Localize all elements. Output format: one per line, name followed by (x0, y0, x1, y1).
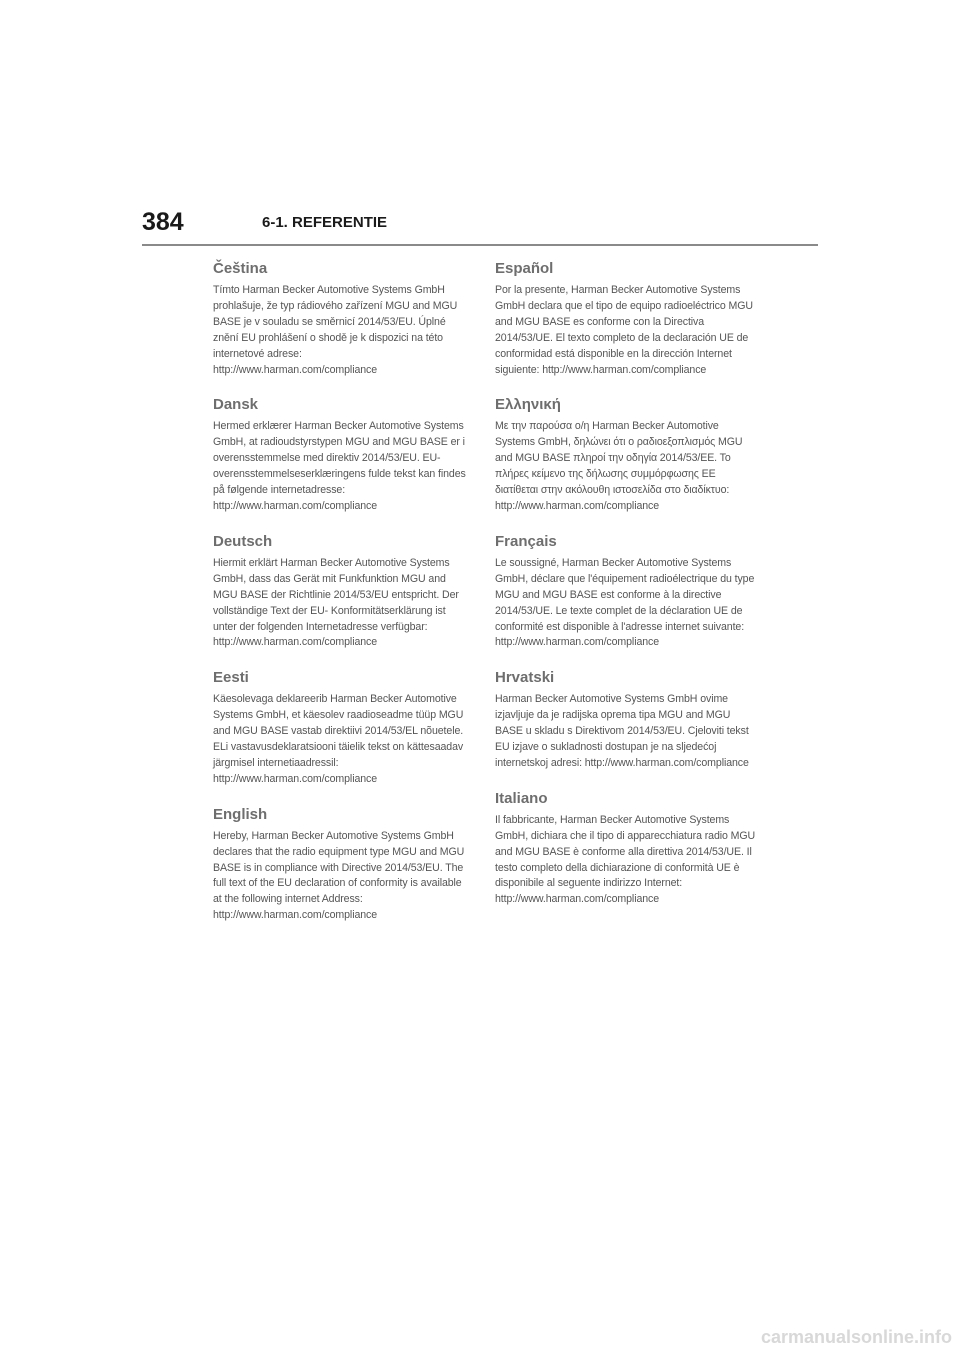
section-dansk (213, 394, 467, 514)
section-heading: Español (495, 260, 554, 277)
section-heading: Eesti (213, 669, 249, 687)
section-body: Por la presente, Harman Becker Automotive Systems GmbH declara que el tipo de equipo radioeléctrico MGU and MGU BASE es conforme con la Directiva 2014/53/UE. El texto completo de la declaración UE de conformidad está disponible en la dirección Internet siguiente: http://www.harman.com/compliance (495, 284, 753, 376)
section-body: Le soussigné, Harman Becker Automotive Systems GmbH, déclare que l'équipement radioélectrique du type MGU and MGU BASE est conforme à la directive 2014/53/UE. Le texte complet de la déclaration UE de conformité est disponible à l'adresse internet suivante: http://www.harman.com/compliance (495, 556, 755, 649)
section-heading: English (213, 805, 268, 823)
section-body: Käesolevaga deklareerib Harman Becker Automotive Systems GmbH, et käesolev raadioseadme tüüp MGU and MGU BASE vastab direktiivi 2014/53/EL nõuetele. ELi vastavusdeklaratsiooni täielik tekst on kättesaadav järgmisel internetiaadressil: http://www.harman.com/compliance (213, 693, 464, 785)
site-watermark: carmanualsonline.info (760, 1327, 952, 1347)
chapter-title: 6-1. REFERENTIE (262, 214, 388, 231)
section-eesti (213, 667, 467, 787)
section-heading: Français (495, 532, 557, 550)
section-body: Harman Becker Automotive Systems GmbH ovime izjavljuje da je radijska oprema tipa MGU and MGU BASE u skladu s Direktivom 2014/53/EU. Cjeloviti tekst EU izjave o sukladnosti dostupan je na sljedećoj internetskoj adresi: http://www.harman.com/compliance (495, 693, 749, 769)
header-divider (142, 244, 818, 246)
section-heading: Italiano (495, 789, 548, 807)
section-english (213, 804, 467, 924)
section-ellinika (495, 394, 757, 514)
page-number: 384 (142, 208, 184, 236)
section-francais (495, 531, 757, 651)
section-espanol (495, 258, 757, 378)
section-body: Hereby, Harman Becker Automotive Systems GmbH declares that the radio equipment type MGU and MGU BASE is in compliance with Directive 2014/53/EU. The full text of the EU declaration of conformity is available at the following internet Address: http://www.harman.com/compliance (213, 829, 465, 922)
page-header (142, 208, 818, 248)
right-column (495, 258, 757, 924)
left-column (213, 258, 467, 940)
section-body: Hiermit erklärt Harman Becker Automotive Systems GmbH, dass das Gerät mit Funkfunktion MGU and MGU BASE der Richtlinie 2014/53/EU entspricht. Der vollständige Text der EU- Konformitätserklärung ist unter der folgenden Internetadresse verfügbar: http://www.harman.com/compliance (213, 556, 459, 649)
section-body: Με την παρούσα ο/η Harman Becker Automotive Systems GmbH, δηλώνει ότι ο ραδιοεξοπλισμός MGU and MGU BASE πληροί την οδηγία 2014/53/ΕΕ. Το πλήρες κείμενο της δήλωσης συμμόρφωσης ΕΕ διατίθεται στην ακόλουθη ιστοσελίδα στο διαδίκτυο: http://www.harman.com/compliance (495, 420, 743, 512)
section-heading: Hrvatski (495, 669, 555, 687)
section-body: Hermed erklærer Harman Becker Automotive Systems GmbH, at radioudstyrstypen MGU and MGU BASE er i overensstemmelse med direktiv 2014/53/EU. EU- overensstemmelseserklæringens fulde tekst kan findes på følgende internetadresse: http://www.harman.com/compliance (213, 420, 466, 512)
section-cestina (213, 258, 467, 378)
section-heading: Dansk (213, 396, 259, 414)
section-heading: Ελληνική (495, 396, 561, 414)
section-deutsch (213, 531, 467, 651)
section-hrvatski (495, 667, 757, 772)
section-body: Tímto Harman Becker Automotive Systems GmbH prohlašuje, že typ rádiového zařízení MGU and MGU BASE je v souladu se směrnicí 2014/53/EU. Úplné znění EU prohlášení o shodě je k dispozici na této internetové adrese: http://www.harman.com/compliance (213, 284, 458, 376)
section-italiano (495, 788, 757, 908)
section-heading: Deutsch (213, 532, 273, 550)
section-body: Il fabbricante, Harman Becker Automotive Systems GmbH, dichiara che il tipo di apparecchiatura radio MGU and MGU BASE è conforme alla direttiva 2014/53/UE. Il testo completo della dichiarazione di conformità UE è disponibile al seguente indirizzo Internet: http://www.harman.com/compliance (495, 813, 756, 906)
section-heading: Čeština (213, 260, 268, 277)
